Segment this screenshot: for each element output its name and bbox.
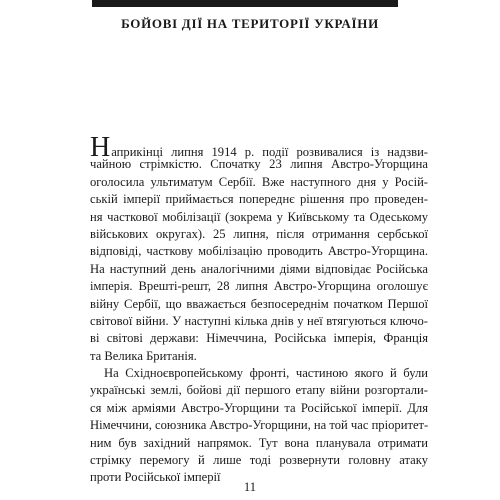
paragraph-1-line: та Велика Британія. — [90, 348, 197, 363]
running-head: БОЙОВІ ДІЇ НА ТЕРИТОРІЇ УКРАЇНИ — [121, 16, 379, 31]
paragraph-2-line: стрімку перемогу й лише тоді розвернути головну атаку — [90, 453, 428, 468]
drop-cap: Н — [90, 132, 111, 163]
paragraph-1-line: На наступний день аналогічними діями відповідає Російська — [90, 261, 428, 276]
paragraph-1-line: війну Сербії, що вважається безпосереднім початком Першої — [90, 296, 428, 311]
body-text — [90, 132, 429, 487]
header-rule — [92, 0, 398, 7]
paragraph-1-line: відповіді, часткову мобілізацію проводить Австро-Угорщина. — [90, 244, 428, 259]
paragraph-1-line: оголосила ультиматум Сербії. Вже наступного дня у Росій- — [90, 174, 428, 189]
paragraph-1-line-1-text: априкінці липня 1914 р. події розвивалися із надзви- — [111, 145, 428, 159]
paragraph-1-line: ві світові держави: Німеччина, Російська імперія, Франція — [90, 331, 428, 346]
paragraph-2-line: проти Російської імперії — [90, 470, 221, 485]
paragraph-1-line: ня часткової мобілізації (зокрема у Київському та Одеському — [90, 209, 428, 224]
paragraph-2-line: ним був західний напрямок. Тут вона планувала отримати — [90, 435, 428, 450]
page-number: 11 — [243, 480, 257, 494]
paragraph-2-line: Німеччини, союзника Австро-Угорщини, на той час пріоритет- — [90, 418, 429, 433]
paragraph-1-line-1 — [90, 132, 428, 163]
paragraph-1-line: світової війни. У наступні кілька днів у неї втягуються ключо- — [90, 313, 428, 328]
paragraph-1-line: ській імперії приймається попереднє рішення про проведен- — [90, 192, 428, 207]
paragraph-1-line: чайною стрімкістю. Спочатку 23 липня Австро-Угорщина — [90, 157, 428, 172]
paragraph-1-line: військових округах). 25 липня, після отримання сербської — [90, 226, 428, 241]
paragraph-2-line: На Східноєвропейському фронті, частиною якого й були — [104, 366, 428, 381]
paragraph-1-line: імперія. Врешті-решт, 28 липня Австро-Угорщина оголошує — [90, 279, 428, 294]
paragraph-2-line: ся між арміями Австро-Угорщини та Російської імперії. Для — [90, 400, 428, 415]
paragraph-2-line: українські землі, бойові дії першого етапу війни розгортали- — [90, 383, 428, 398]
